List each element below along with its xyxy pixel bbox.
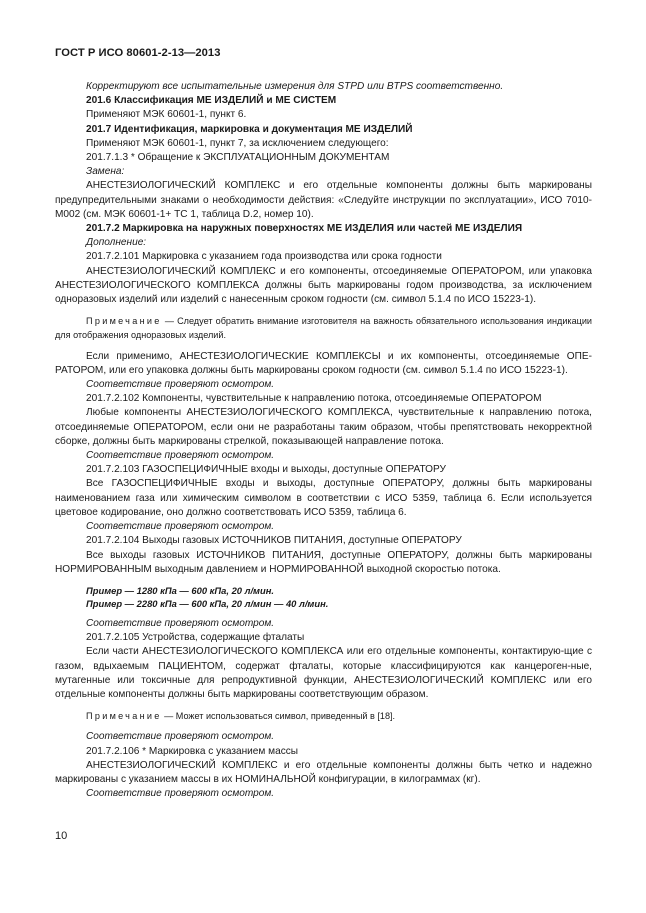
compliance-check: Соответствие проверяют осмотром. — [86, 731, 275, 743]
text-line: Корректируют все испытательные измерения для STPD или BTPS соответственно. — [86, 81, 504, 92]
text-line: Дополнение: — [86, 237, 147, 249]
section-heading: 201.7.2 Маркировка на наружных поверхностях МЕ ИЗДЕЛИЯ или частей МЕ ИЗДЕЛИЯ — [86, 223, 523, 235]
compliance-check: Соответствие проверяют осмотром. — [86, 450, 275, 462]
note-text: — Может использоваться символ, приведенный в [18]. — [161, 711, 396, 722]
note-text: — Следует обратить внимание изготовителя на важность обязательного использования индикации для отображения одноразовых изделий. — [55, 316, 592, 341]
note — [55, 314, 592, 342]
note — [55, 709, 592, 723]
example-line: Пример — 2280 кПа — 600 кПа, 20 л/мин — 40 л/мин. — [86, 597, 329, 609]
note-label: Примечание — [86, 316, 162, 327]
compliance-check: Соответствие проверяют осмотром. — [86, 788, 275, 800]
compliance-check: Соответствие проверяют осмотром. — [86, 521, 275, 533]
document-header: ГОСТ Р ИСО 80601-2-13—2013 — [55, 47, 221, 59]
subsection-heading: 201.7.1.3 * Обращение к ЭКСПЛУАТАЦИОННЫМ ДОКУМЕНТАМ — [86, 152, 390, 164]
compliance-check: Соответствие проверяют осмотром. — [86, 379, 275, 391]
page-number: 10 — [55, 830, 68, 842]
compliance-check: Соответствие проверяют осмотром. — [86, 617, 275, 629]
paragraph: Все ГАЗОСПЕЦИФИЧНЫЕ входы и выходы, доступные ОПЕРАТОРУ, должны быть маркированы наименованием газа или химическим символом в соответствии с ИСО 5359, таблица 6. Если используется цветовое кодирование, оно должно соответствовать ИСО 5359, таблица 6. — [55, 478, 592, 518]
subsection-heading: 201.7.2.103 ГАЗОСПЕЦИФИЧНЫЕ входы и выходы, доступные ОПЕРАТОРУ — [86, 464, 446, 476]
paragraph: Если части АНЕСТЕЗИОЛОГИЧЕСКОГО КОМПЛЕКСА или его отдельные компоненты, контактирую-щие с газом, вдыхаемым ПАЦИЕНТОМ, содержат фталаты, которые классифицируются как канцероген-ные, мутагенные или токсичные для репродуктивной функции, АНЕСТЕЗИОЛОГИЧЕСКИЙ КОМПЛЕКС или его отдельные компоненты должны быть маркированы соответствующим образом. — [55, 646, 592, 700]
subsection-heading: 201.7.2.102 Компоненты, чувствительные к направлению потока, отсоединяемые ОПЕРАТОРОМ — [86, 393, 542, 405]
paragraph: Если применимо, АНЕСТЕЗИОЛОГИЧЕСКИЕ КОМПЛЕКСЫ и их компоненты, отсоединяемые ОПЕ-РАТОРОМ, или его упаковка должны быть маркированы сроком годности (см. символ 5.1.4 по ИСО 15223-1). — [55, 350, 592, 376]
paragraph: АНЕСТЕЗИОЛОГИЧЕСКИЙ КОМПЛЕКС и его компоненты, отсоединяемые ОПЕРАТОРОМ, или упаковка АНЕСТЕЗИОЛОГИЧЕСКОГО КОМПЛЕКСА должны быть маркированы годом производства, за исключением одноразовых изделий или изделий с нанесенным сроком годности (см. символ 5.1.4 по ИСО 15223-1). — [55, 265, 592, 306]
text-line: Применяют МЭК 60601-1, пункт 7, за исключением следующего: — [86, 137, 389, 149]
subsection-heading: 201.7.2.106 * Маркировка с указанием массы — [86, 745, 299, 757]
subsection-heading: 201.7.2.104 Выходы газовых ИСТОЧНИКОВ ПИТАНИЯ, доступные ОПЕРАТОРУ — [86, 535, 462, 547]
paragraph: Все выходы газовых ИСТОЧНИКОВ ПИТАНИЯ, доступные ОПЕРАТОРУ, должны быть маркированы НОРМИРОВАННЫМ выходным давлением и НОРМИРОВАННОЙ выходной скоростью потока. — [55, 549, 592, 575]
section-heading: 201.7 Идентификация, маркировка и документация МЕ ИЗДЕЛИЙ — [86, 123, 413, 135]
subsection-heading: 201.7.2.101 Маркировка с указанием года производства или срока годности — [86, 251, 442, 263]
paragraph: АНЕСТЕЗИОЛОГИЧЕСКИЙ КОМПЛЕКС и его отдельные компоненты должны быть маркированы предупредительными знаками о необходимости действия: «Следуйте инструкции по эксплуатации», ИСО 7010-M002 (см. МЭК 60601-1+ ТС 1, таблица D.2, номер 10). — [55, 180, 592, 220]
section-heading: 201.6 Классификация МЕ ИЗДЕЛИЙ и МЕ СИСТЕМ — [86, 95, 337, 107]
text-line: Замена: — [86, 166, 125, 178]
paragraph: АНЕСТЕЗИОЛОГИЧЕСКИЙ КОМПЛЕКС и его отдельные компоненты должны быть четко и надежно маркированы с указанием массы в их НОМИНАЛЬНОЙ конфигурации, в килограммах (кг). — [55, 759, 592, 785]
example-line: Пример — 1280 кПа — 600 кПа, 20 л/мин. — [86, 584, 274, 596]
note-label: Примечание — [86, 711, 162, 722]
text-line: Применяют МЭК 60601-1, пункт 6. — [86, 109, 247, 121]
subsection-heading: 201.7.2.105 Устройства, содержащие фталаты — [86, 632, 305, 644]
document-body — [55, 80, 592, 801]
paragraph: Любые компоненты АНЕСТЕЗИОЛОГИЧЕСКОГО КОМПЛЕКСА, чувствительные к направлению потока, отсоединяемые ОПЕРАТОРОМ, если они не разработаны таким образом, чтобы препятствовать некорректной сборке, должны быть маркированы стрелкой, показывающей направление потока. — [55, 407, 592, 447]
